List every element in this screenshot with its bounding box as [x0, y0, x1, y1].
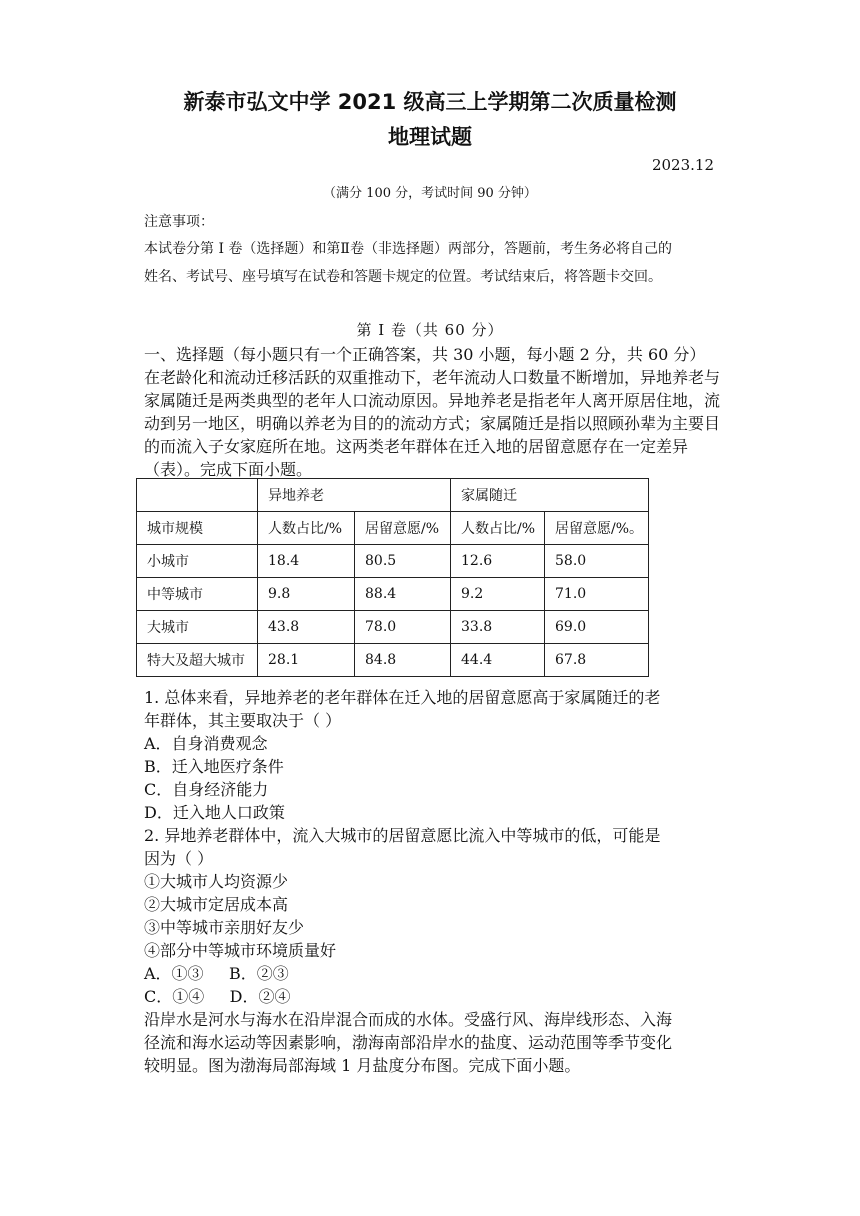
table-header-row: [137, 512, 649, 545]
table-cell: 9.8: [258, 578, 355, 611]
table-cell: 12.6: [451, 545, 545, 578]
exam-date: 2023.12: [651, 156, 714, 174]
table-row: [137, 611, 649, 644]
question-1-option-a: A．自身消费观念: [144, 734, 268, 753]
question-2-item-2: ②大城市定居成本高: [144, 895, 289, 914]
table-cell: 67.8: [545, 644, 649, 677]
table-cell: 80.5: [355, 545, 451, 578]
table-cell: 18.4: [258, 545, 355, 578]
table-cell: 88.4: [355, 578, 451, 611]
table-group-header: 家属随迁: [451, 479, 649, 512]
question-1-option-d: D．迁入地人口政策: [144, 803, 285, 822]
question-1-option-b: B．迁入地医疗条件: [144, 757, 284, 776]
notice-line-2: 姓名、考试号、座号填写在试卷和答题卡规定的位置。考试结束后，将答题卡交回。: [144, 269, 662, 285]
table-cell: 84.8: [355, 644, 451, 677]
question-2-stem-line-2: 因为（ ）: [144, 849, 214, 868]
table-cell: 小城市: [137, 545, 258, 578]
question-2-item-3: ③中等城市亲朋好友少: [144, 918, 305, 937]
passage-2-line-1: 沿岸水是河水与海水在沿岸混合而成的水体。受盛行风、海岸线形态、入海: [144, 1010, 673, 1029]
table-header-cell: 居留意愿/%。: [545, 512, 649, 545]
table-row: [137, 578, 649, 611]
question-2-item-1: ①大城市人均资源少: [144, 872, 289, 891]
question-1-stem-line-2: 年群体，其主要取决于（ ）: [144, 711, 342, 730]
question-2-stem-line-1: 2. 异地养老群体中，流入大城市的居留意愿比流入中等城市的低，可能是: [144, 826, 661, 845]
table-cell: 特大及超大城市: [137, 644, 258, 677]
table-cell: [137, 479, 258, 512]
exam-title: 新泰市弘文中学 2021 级高三上学期第二次质量检测: [183, 90, 677, 114]
question-1-option-c: C．自身经济能力: [144, 780, 269, 799]
table-cell: 中等城市: [137, 578, 258, 611]
table-header-cell: 居留意愿/%: [355, 512, 451, 545]
notice-heading: 注意事项：: [144, 214, 214, 230]
table-cell: 71.0: [545, 578, 649, 611]
table-cell: 58.0: [545, 545, 649, 578]
table-group-header-row: [137, 479, 649, 512]
table-cell: 44.4: [451, 644, 545, 677]
table-group-header: 异地养老: [258, 479, 451, 512]
question-2-options-row-1: A．①③ B．②③: [144, 964, 289, 983]
data-table: [136, 478, 649, 677]
table-cell: 9.2: [451, 578, 545, 611]
question-1-stem-line-1: 1. 总体来看，异地养老的老年群体在迁入地的居留意愿高于家属随迁的老: [144, 688, 661, 707]
table-row: [137, 545, 649, 578]
question-2-options-row-2: C．①④ D．②④: [144, 987, 291, 1006]
score-info: （满分 100 分，考试时间 90 分钟）: [323, 186, 537, 201]
exam-subject: 地理试题: [388, 125, 472, 149]
section-title: 第 I 卷（共 60 分）: [356, 321, 504, 339]
table-cell: 33.8: [451, 611, 545, 644]
notice-line-1: 本试卷分第 I 卷（选择题）和第Ⅱ卷（非选择题）两部分，答题前，考生务必将自己的: [144, 241, 672, 257]
section-instruction: 一、选择题（每小题只有一个正确答案，共 30 小题，每小题 2 分，共 60 分）: [144, 345, 706, 364]
table-cell: 28.1: [258, 644, 355, 677]
passage-2-line-2: 径流和海水运动等因素影响，渤海南部沿岸水的盐度、运动范围等季节变化: [144, 1033, 673, 1052]
table-cell: 大城市: [137, 611, 258, 644]
table-row: [137, 644, 649, 677]
table-cell: 43.8: [258, 611, 355, 644]
table-cell: 69.0: [545, 611, 649, 644]
passage-1: 在老龄化和流动迁移活跃的双重推动下，老年流动人口数量不断增加，异地养老与家属随迁是两类典型的老年人口流动原因。异地养老是指老年人离开原居住地，流动到另一地区，明确以养老为目的的流动方式；家属随迁是指以照顾孙辈为主要目的而流入子女家庭所在地。这两类老年群体在迁入地的居留意愿存在一定差异（表）。完成下面小题。: [144, 368, 721, 479]
table-header-cell: 人数占比/%: [258, 512, 355, 545]
table-cell: 78.0: [355, 611, 451, 644]
table-header-cell: 城市规模: [137, 512, 258, 545]
passage-2-line-3: 较明显。图为渤海局部海域 1 月盐度分布图。完成下面小题。: [144, 1056, 581, 1075]
question-2-item-4: ④部分中等城市环境质量好: [144, 941, 337, 960]
table-header-cell: 人数占比/%: [451, 512, 545, 545]
